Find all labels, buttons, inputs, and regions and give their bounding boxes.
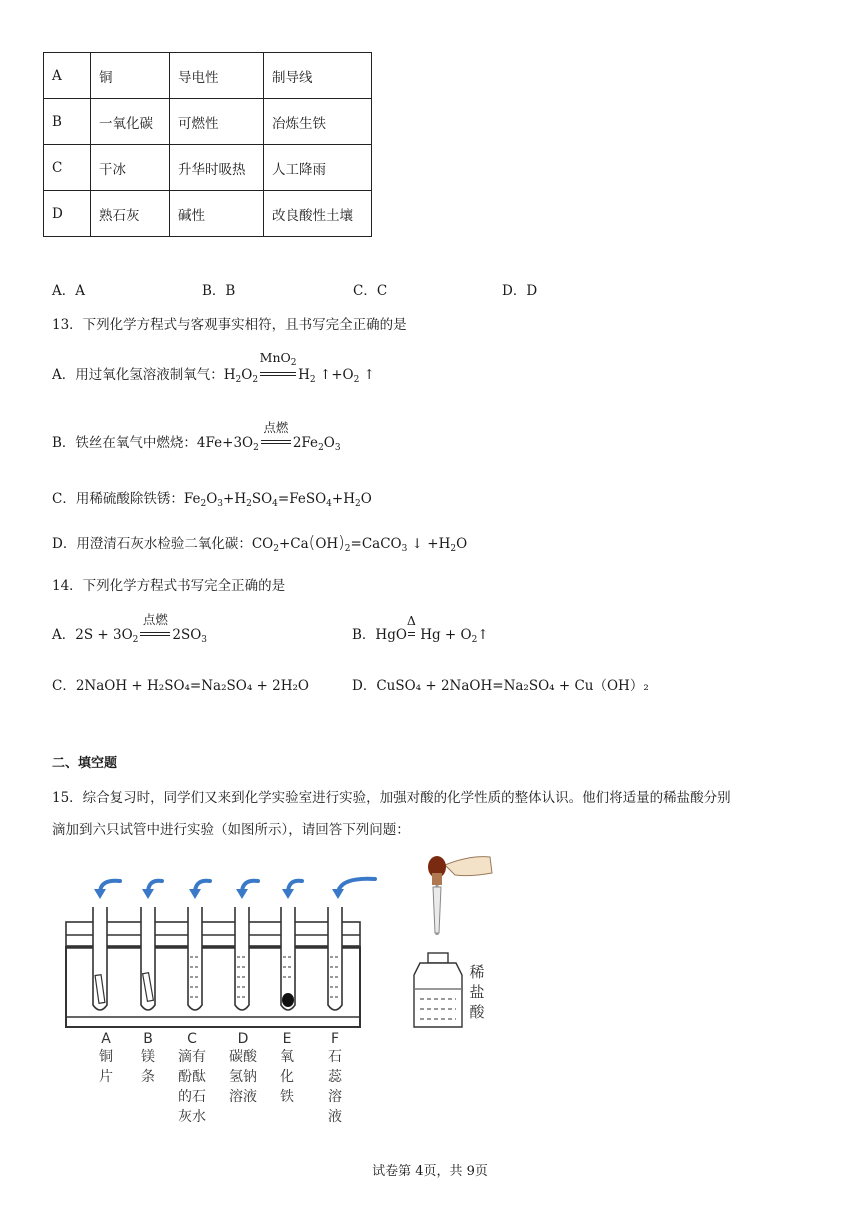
q13-option-b[interactable] (52, 420, 341, 453)
q12-option-a[interactable]: A．A (52, 283, 85, 299)
q13-option-d[interactable] (52, 532, 467, 553)
svg-text:铜: 铜 (99, 1049, 113, 1065)
q14-stem: 14．下列化学方程式书写完全正确的是 (52, 578, 286, 594)
svg-text:酚酞: 酚酞 (178, 1069, 206, 1085)
svg-text:滴有: 滴有 (178, 1049, 206, 1065)
dropper-hand-icon (428, 856, 492, 935)
table-cell: 导电性 (170, 53, 264, 99)
q15-line-1: 15．综合复习时，同学们又来到化学实验室进行实验，加强对酸的化学性质的整体认识。他们将适量的稀盐酸分别 (52, 790, 731, 806)
svg-text:酸: 酸 (469, 1003, 485, 1021)
table-cell: A (44, 53, 91, 99)
table-cell: 可燃性 (170, 99, 264, 145)
liquid-lines (190, 957, 340, 997)
table-cell: C (44, 145, 91, 191)
q15-line-2: 滴加到六只试管中进行实验（如图所示），请回答下列问题： (52, 822, 410, 838)
table-cell: B (44, 99, 91, 145)
option-label: A．用过氧化氢溶液制氧气： (52, 367, 224, 383)
table-row (44, 191, 372, 237)
option-label: B．铁丝在氧气中燃烧： (52, 435, 197, 451)
svg-text:溶: 溶 (328, 1089, 342, 1105)
table-cell: 改良酸性土壤 (264, 191, 372, 237)
table-row (44, 145, 372, 191)
svg-text:蕊: 蕊 (328, 1069, 342, 1085)
reaction-condition: 点燃 (259, 435, 293, 451)
svg-text:氢钠: 氢钠 (229, 1069, 257, 1085)
q14-option-b[interactable] (352, 613, 489, 645)
table-cell: 熟石灰 (91, 191, 170, 237)
option-label: C．用稀硫酸除铁锈： (52, 491, 184, 507)
table-cell: D (44, 191, 91, 237)
q14-option-d[interactable]: D．CuSO₄ + 2NaOH=Na₂SO₄ + Cu（OH）₂ (352, 678, 649, 694)
table-cell: 碱性 (170, 191, 264, 237)
equation: HgO Δ $Hg + O_2↑$ (375, 613, 489, 645)
page-footer: 试卷第 4页，共 9页 (372, 1164, 488, 1179)
equation: $CO_2+Ca(OH)_2=CaCO_3$ ↓ $+H_2O$ (251, 533, 468, 554)
acid-bottle (414, 953, 462, 1027)
q12-option-b[interactable]: B．B (202, 283, 236, 299)
reaction-condition: MnO$_2$ (258, 367, 298, 383)
experiment-figure (0, 845, 560, 1145)
q14-option-a[interactable] (52, 612, 208, 645)
svg-text:化: 化 (280, 1069, 294, 1085)
reaction-condition: Δ (407, 627, 416, 643)
tube-letter: A (101, 1031, 111, 1047)
equation: $4Fe+3O_2$ 点燃 $2Fe_2O_3$ (196, 420, 341, 453)
svg-text:条: 条 (141, 1069, 155, 1085)
q14-option-c[interactable]: C．2NaOH + H₂SO₄=Na₂SO₄ + 2H₂O (52, 678, 309, 694)
bottle-label (469, 963, 485, 1021)
table-cell: 一氧化碳 (91, 99, 170, 145)
svg-text:碳酸: 碳酸 (229, 1049, 257, 1065)
svg-text:液: 液 (328, 1109, 342, 1125)
svg-text:石: 石 (328, 1049, 342, 1065)
iron-oxide-powder (282, 993, 294, 1007)
table-cell: 铜 (91, 53, 170, 99)
table-cell: 干冰 (91, 145, 170, 191)
option-label: A． (52, 627, 76, 643)
table-row (44, 53, 372, 99)
equation: $Fe_2O_3+H_2SO_4=FeSO_4+H_2O$ (183, 491, 372, 509)
q13-option-c[interactable] (52, 487, 372, 507)
tube-letter: E (282, 1031, 292, 1047)
q12-option-c[interactable]: C．C (353, 283, 388, 299)
svg-text:的石: 的石 (178, 1089, 206, 1105)
table-cell: 升华时吸热 (170, 145, 264, 191)
svg-text:氧: 氧 (280, 1049, 294, 1065)
svg-text:灰水: 灰水 (178, 1109, 206, 1125)
q13-stem: 13．下列化学方程式与客观事实相符，且书写完全正确的是 (52, 317, 407, 333)
property-table (43, 52, 372, 237)
equation: $H_2O_2$ MnO$_2$ $H_2$ $↑+O_2$ ↑ (223, 350, 375, 385)
section-title: 二、填空题 (52, 756, 118, 771)
svg-text:铁: 铁 (280, 1089, 294, 1105)
tube-letter: C (187, 1031, 197, 1047)
tube-letter: B (143, 1031, 153, 1047)
table-cell: 制导线 (264, 53, 372, 99)
table-cell: 人工降雨 (264, 145, 372, 191)
test-tube-rack (66, 922, 360, 1027)
arrow-icon (338, 879, 375, 893)
svg-text:溶液: 溶液 (229, 1089, 257, 1105)
q12-option-d[interactable]: D．D (502, 283, 538, 299)
svg-text:镁: 镁 (141, 1049, 155, 1065)
reaction-condition: 点燃 (138, 627, 172, 643)
q13-option-a[interactable] (52, 350, 375, 385)
table-row (44, 99, 372, 145)
table-cell: 冶炼生铁 (264, 99, 372, 145)
tube-letter: F (330, 1031, 340, 1047)
option-label: D．用澄清石灰水检验二氧化碳： (52, 536, 252, 552)
equation: $2S + 3O_2$ 点燃 $2SO_3$ (75, 612, 208, 645)
option-label: B． (352, 627, 376, 643)
svg-text:片: 片 (99, 1069, 113, 1085)
tube-letter: D (237, 1031, 249, 1047)
svg-text:稀: 稀 (469, 963, 485, 981)
tube-labels (99, 1031, 343, 1125)
svg-text:盐: 盐 (469, 983, 485, 1001)
